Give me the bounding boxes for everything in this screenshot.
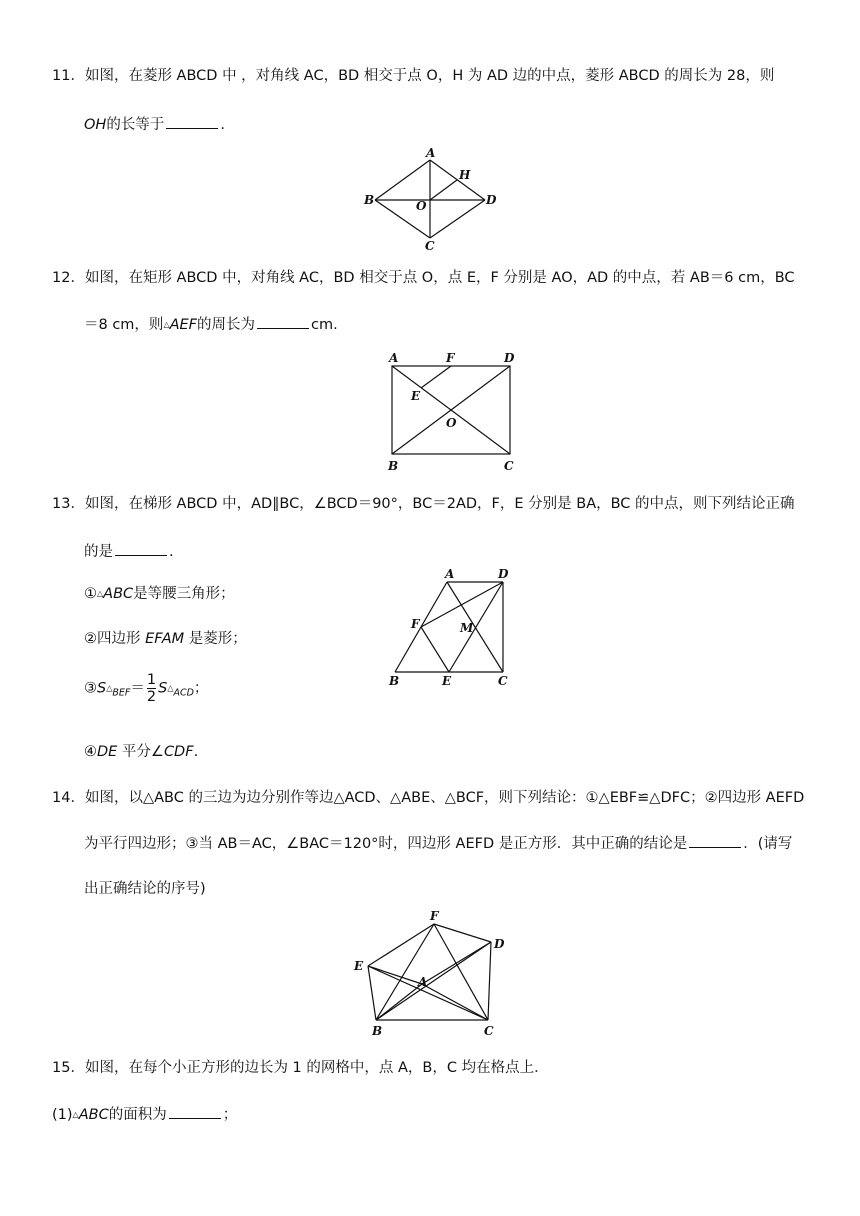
fig13-label-b: B — [389, 674, 400, 688]
q13-option-1 — [84, 584, 235, 604]
q13-opt1-num: ① — [84, 586, 97, 602]
q11-answer-blank[interactable] — [166, 114, 218, 129]
q14-text-a: 为平行四边形；③当 AB＝AC，∠BAC＝120°时，四边形 AEFD 是正方形．其中正确的结论是 — [84, 836, 688, 852]
q15-answer-blank[interactable] — [169, 1104, 221, 1119]
q14-line2 — [84, 833, 792, 854]
q13-opt3-acd: ACD — [173, 687, 194, 699]
q13-text-a: 的是 — [84, 544, 113, 560]
q13-opt3-num: ③ — [84, 680, 97, 697]
q11-line2 — [84, 114, 225, 135]
q11-text: 的长等于 — [106, 117, 165, 133]
fig11-label-h: H — [459, 168, 471, 182]
q13-opt4-cdf: CDF — [163, 744, 194, 760]
q13-opt2-text-c: 是菱形； — [184, 631, 247, 647]
triangle-icon: △ — [167, 683, 174, 693]
q13-opt3-bef: BEF — [112, 687, 131, 699]
fig12-label-o: O — [446, 416, 457, 430]
fig14-label-b: B — [372, 1024, 383, 1038]
q13-opt4-num: ④ — [84, 744, 97, 760]
fig14-label-d: D — [494, 937, 505, 951]
q14-figure — [348, 906, 516, 1044]
q12-line1: 12．如图，在矩形 ABCD 中，对角线 AC，BD 相交于点 O，点 E，F 分别是 AO，AD 的中点，若 AB＝6 cm，BC — [52, 270, 795, 286]
q13-opt2-text-a: ②四边形 — [84, 631, 146, 647]
triangle-icon: △ — [97, 589, 104, 598]
fig13-label-e: E — [442, 674, 452, 688]
fig11-label-o: O — [416, 199, 427, 213]
q15-text: 的面积为 — [108, 1107, 167, 1123]
fig11-label-b: B — [364, 193, 375, 207]
fig12-label-a: A — [389, 351, 399, 365]
q11-rhombus-figure — [360, 146, 500, 254]
q13-opt3-semicolon: ； — [193, 680, 209, 697]
fig12-label-c: C — [504, 459, 514, 473]
q13-line1: 13．如图，在梯形 ABCD 中，AD∥BC，∠BCD＝90°，BC＝2AD，F，E 分别是 BA，BC 的中点，则下列结论正确 — [52, 496, 795, 512]
q15-line1: 15．如图，在每个小正方形的边长为 1 的网格中，点 A，B，C 均在格点上． — [52, 1060, 549, 1076]
q13-opt2-efam: EFAM — [145, 631, 185, 647]
triangle-icon: △ — [106, 683, 113, 693]
q13-opt3-s2: S — [158, 680, 168, 697]
q13-opt3-eq: ＝ — [130, 680, 145, 697]
q13-option-3 — [84, 672, 208, 705]
q12-text-c: 的周长为 — [197, 317, 256, 333]
q13-trapezoid-figure — [385, 564, 515, 694]
fig11-label-a: A — [426, 146, 436, 160]
triangle-icon: △ — [163, 320, 170, 329]
fig14-label-c: C — [484, 1024, 494, 1038]
q15-part-num: (1) — [52, 1107, 73, 1123]
fig14-label-f: F — [430, 909, 439, 923]
q13-period: . — [169, 544, 174, 560]
fig13-label-a: A — [445, 567, 455, 581]
q15-semicolon: ； — [222, 1107, 238, 1123]
q14-line3: 出正确结论的序号) — [84, 881, 206, 897]
fraction-numerator: 1 — [146, 672, 157, 688]
q14-line1: 14．如图，以△ABC 的三边为边分别作等边△ACD、△ABE、△BCF，则下列结论：①△EBF≌△DFC；②四边形 AEFD — [52, 790, 805, 806]
fig12-label-d: D — [504, 351, 515, 365]
fig13-label-f: F — [411, 617, 420, 631]
q15-line2 — [52, 1104, 237, 1125]
q13-opt4-text: 平分∠ — [117, 744, 164, 760]
q12-text-a: ＝8 cm，则 — [84, 317, 164, 333]
q12-line2 — [84, 314, 338, 335]
q13-opt4-de: DE — [97, 744, 118, 760]
q13-answer-blank[interactable] — [115, 541, 167, 556]
q12-unit: cm. — [311, 317, 338, 333]
q14-answer-blank[interactable] — [689, 833, 741, 848]
fraction-denominator: 2 — [146, 689, 157, 705]
q13-line2 — [84, 541, 174, 562]
q11-oh: OH — [84, 117, 107, 133]
q12-aef: AEF — [169, 317, 198, 333]
q13-option-2 — [84, 629, 247, 649]
fig12-label-f: F — [446, 351, 455, 365]
q12-rectangle-figure — [382, 348, 522, 480]
fig11-label-d: D — [486, 193, 497, 207]
fraction-one-half — [147, 672, 156, 705]
fig11-label-c: C — [425, 239, 435, 250]
fig14-label-e: E — [354, 959, 364, 973]
q13-opt4-period: . — [193, 744, 199, 760]
q15-abc: ABC — [78, 1107, 109, 1123]
q14-text-b: ．(请写 — [743, 836, 793, 852]
fig13-label-c: C — [498, 674, 508, 688]
q11-period: . — [220, 117, 225, 133]
q13-opt1-text: 是等腰三角形； — [133, 586, 235, 602]
fig12-label-e: E — [411, 389, 421, 403]
fig12-label-b: B — [388, 459, 399, 473]
fig14-label-a: A — [418, 975, 428, 989]
q13-option-4 — [84, 742, 198, 762]
triangle-icon: △ — [72, 1110, 79, 1119]
q13-opt1-abc: ABC — [103, 586, 134, 602]
fig13-label-d: D — [498, 567, 509, 581]
q12-answer-blank[interactable] — [257, 314, 309, 329]
q13-opt3-s1: S — [97, 680, 107, 697]
fig13-label-m: M — [460, 621, 474, 635]
q11-line1: 11．如图，在菱形 ABCD 中 ，对角线 AC，BD 相交于点 O，H 为 AD 边的中点，菱形 ABCD 的周长为 28，则 — [52, 68, 775, 84]
